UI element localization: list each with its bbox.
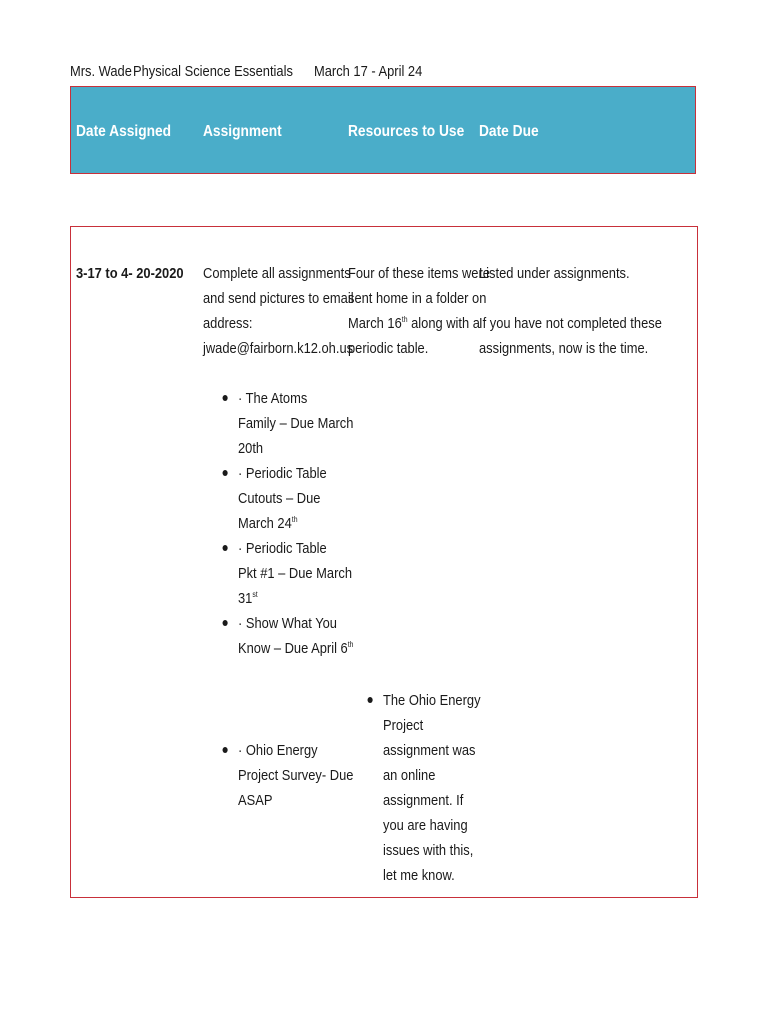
column-header-resources: Resources to Use bbox=[348, 123, 465, 140]
bullet-icon bbox=[223, 620, 228, 626]
survey-list bbox=[238, 738, 353, 813]
resources-cell: Four of these items were sent home in a folder on March 16th along with a periodic table. bbox=[348, 265, 490, 357]
list-item: · The Atoms Family – Due March 20th bbox=[238, 386, 353, 461]
assignment-intro-line: address: bbox=[203, 315, 253, 332]
date-range: March 17 - April 24 bbox=[314, 63, 423, 80]
list-item: · Show What You Know – Due April 6th bbox=[238, 611, 353, 661]
bullet-icon bbox=[223, 470, 228, 476]
table-row bbox=[70, 226, 698, 898]
course-name: Physical Science Essentials bbox=[133, 63, 293, 80]
assignment-list bbox=[238, 386, 353, 661]
table-header bbox=[70, 86, 696, 174]
resources-list bbox=[383, 688, 481, 888]
list-item: The Ohio Energy Project assignment was an online assignment. If you are having issues with this, let me know. bbox=[383, 688, 481, 888]
email-address: jwade@fairborn.k12.oh.us bbox=[203, 340, 354, 357]
column-header-date-due: Date Due bbox=[479, 123, 539, 140]
assignment-intro-line: and send pictures to email bbox=[203, 290, 354, 307]
bullet-icon bbox=[223, 395, 228, 401]
bullet-icon bbox=[223, 545, 228, 551]
column-header-date-assigned: Date Assigned bbox=[76, 123, 172, 140]
assignment-intro bbox=[203, 261, 354, 361]
date-assigned-cell: 3-17 to 4- 20-2020 bbox=[76, 265, 184, 282]
list-item: · Ohio Energy Project Survey- Due ASAP bbox=[238, 738, 353, 813]
assignment-intro-line: Complete all assignments bbox=[203, 265, 351, 282]
list-item: · Periodic Table Pkt #1 – Due March 31st bbox=[238, 536, 353, 611]
date-due-cell: Listed under assignments. If you have not completed these assignments, now is the time. bbox=[479, 265, 662, 357]
column-header-assignment: Assignment bbox=[203, 123, 282, 140]
teacher-name: Mrs. Wade bbox=[70, 63, 132, 80]
bullet-icon bbox=[368, 697, 373, 703]
bullet-icon bbox=[223, 747, 228, 753]
list-item: · Periodic Table Cutouts – Due March 24th bbox=[238, 461, 353, 536]
